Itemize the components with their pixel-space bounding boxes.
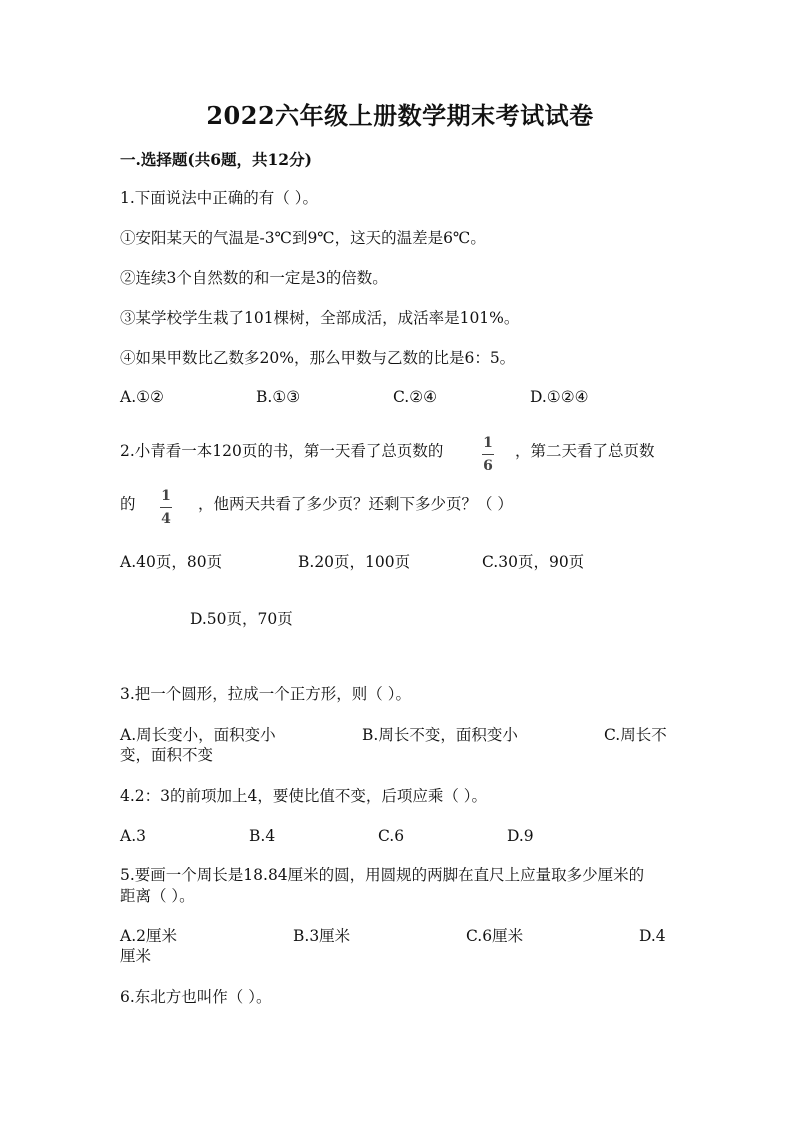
- q3-option-c-continued: 变，面积不变: [120, 746, 214, 764]
- section-heading: 一.选择题(共6题，共12分): [120, 150, 312, 169]
- fraction-bar: [160, 507, 172, 508]
- q3-option-a: A.周长变小，面积变小: [120, 726, 276, 744]
- q1-statement-2: ②连续3个自然数的和一定是3的倍数。: [120, 269, 388, 287]
- q3-stem: 3.把一个圆形，拉成一个正方形，则（ ）。: [120, 685, 411, 703]
- q5-option-d-continued: 厘米: [120, 947, 152, 965]
- q4-option-d: D.9: [507, 827, 534, 845]
- fraction-bar: [482, 454, 494, 455]
- q1-statement-3: ③某学校学生栽了101棵树，全部成活，成活率是101%。: [120, 309, 520, 327]
- q2-fraction-2: [160, 488, 172, 527]
- q2-option-a: A.40页，80页: [120, 553, 223, 571]
- q1-statement-4: ④如果甲数比乙数多20%，那么甲数与乙数的比是6：5。: [120, 349, 516, 367]
- q1-option-d: D.①②④: [530, 388, 589, 406]
- q1-statement-1: ①安阳某天的气温是-3℃到9℃，这天的温差是6℃。: [120, 229, 486, 247]
- q2-stem-part3: 的: [120, 495, 136, 513]
- q5-option-c: C.6厘米: [466, 927, 524, 945]
- fraction-denominator: 4: [161, 511, 171, 527]
- q4-stem: 4.2：3的前项加上4，要使比值不变，后项应乘（ ）。: [120, 787, 488, 805]
- q5-option-a: A.2厘米: [120, 927, 177, 945]
- q4-option-c: C.6: [378, 827, 405, 845]
- q2-stem-part2: ，第二天看了总页数: [515, 442, 655, 460]
- fraction-numerator: 1: [483, 435, 493, 451]
- q1-option-a: A.①②: [120, 388, 164, 406]
- q1-stem: 1.下面说法中正确的有（ ）。: [120, 189, 318, 207]
- q4-option-a: A.3: [120, 827, 146, 845]
- fraction-denominator: 6: [483, 458, 493, 474]
- q5-option-d: D.4: [639, 927, 666, 945]
- fraction-numerator: 1: [161, 488, 171, 504]
- q2-option-d: D.50页，70页: [190, 610, 293, 628]
- q5-stem-line2: 距离（ ）。: [120, 887, 195, 905]
- q1-option-b: B.①③: [256, 388, 301, 406]
- q2-option-c: C.30页，90页: [482, 553, 585, 571]
- q2-stem-part4: ，他两天共看了多少页？还剩下多少页？（ ）: [198, 495, 513, 513]
- q2-option-b: B.20页，100页: [298, 553, 411, 571]
- q2-stem-part1: 2.小青看一本120页的书，第一天看了总页数的: [120, 442, 444, 460]
- q5-option-b: B.3厘米: [293, 927, 351, 945]
- q3-option-b: B.周长不变，面积变小: [362, 726, 518, 744]
- page-title: 2022六年级上册数学期末考试试卷: [206, 101, 594, 130]
- q1-option-c: C.②④: [393, 388, 438, 406]
- q3-option-c: C.周长不: [604, 726, 667, 744]
- q4-option-b: B.4: [249, 827, 276, 845]
- q2-fraction-1: [482, 435, 494, 474]
- q5-stem-line1: 5.要画一个周长是18.84厘米的圆，用圆规的两脚在直尺上应量取多少厘米的: [120, 866, 645, 884]
- q6-stem: 6.东北方也叫作（ ）。: [120, 988, 272, 1006]
